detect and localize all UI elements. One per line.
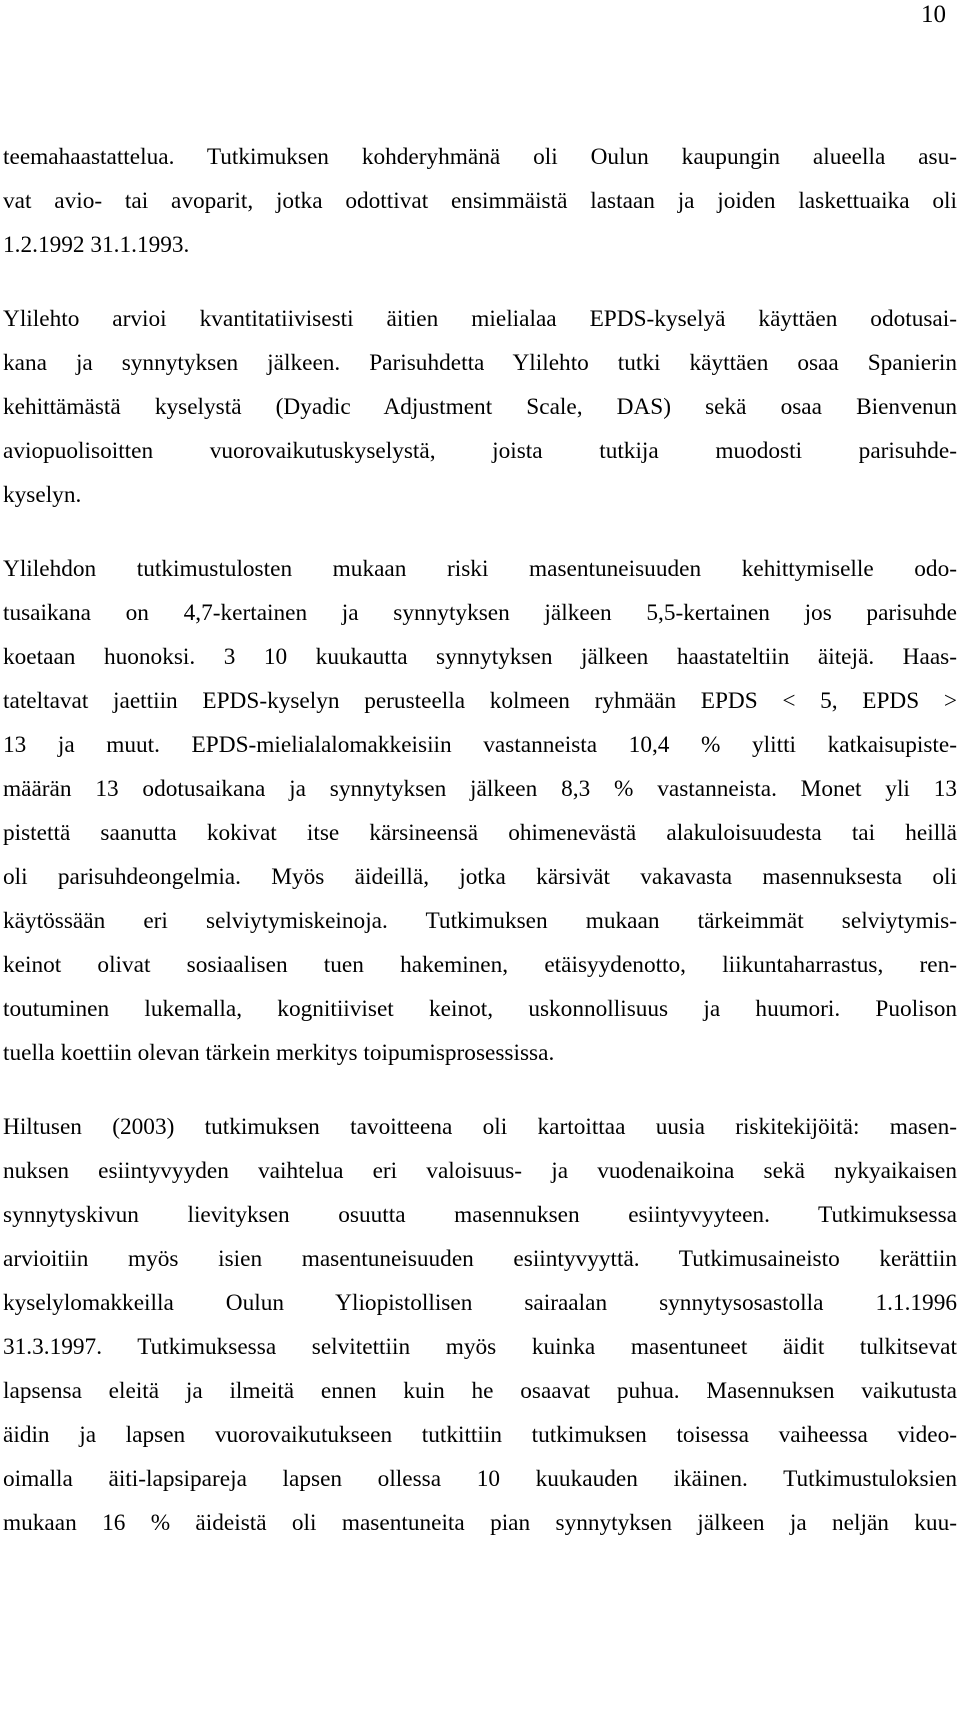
- text-line: 31.3.1997. Tutkimuksessa selvitettiin myös kuinka masentuneet äidit tulkitsevat: [3, 1334, 957, 1360]
- text-line: toutuminen lukemalla, kognitiiviset keinot, uskonnollisuus ja huumori. Puolison: [3, 996, 957, 1022]
- text-line: kehittämästä kyselystä (Dyadic Adjustment Scale, DAS) sekä osaa Bienvenun: [3, 394, 957, 420]
- text-line: pistettä saanutta kokivat itse kärsineensä ohimenevästä alakuloisuudesta tai heillä: [3, 820, 957, 846]
- text-line: oli parisuhdeongelmia. Myös äideillä, jotka kärsivät vakavasta masennuksesta oli: [3, 864, 957, 890]
- text-line: määrän 13 odotusaikana ja synnytyksen jälkeen 8,3 % vastanneista. Monet yli 13: [3, 776, 957, 802]
- page-number: 10: [921, 1, 946, 28]
- text-line: käytössään eri selviytymiskeinoja. Tutkimuksen mukaan tärkeimmät selviytymis-: [3, 908, 957, 934]
- text-line: mukaan 16 % äideistä oli masentuneita pian synnytyksen jälkeen ja neljän kuu-: [3, 1510, 957, 1536]
- text-line: koetaan huonoksi. 3 10 kuukautta synnytyksen jälkeen haastateltiin äitejä. Haas-: [3, 644, 957, 670]
- text-line: kana ja synnytyksen jälkeen. Parisuhdetta Ylilehto tutki käyttäen osaa Spanierin: [3, 350, 957, 376]
- text-line: aviopuolisoitten vuorovaikutuskyselystä, joista tutkija muodosti parisuhde-: [3, 438, 957, 464]
- text-line: tusaikana on 4,7-kertainen ja synnytyksen jälkeen 5,5-kertainen jos parisuhde: [3, 600, 957, 626]
- text-line: tateltavat jaettiin EPDS-kyselyn perusteella kolmeen ryhmään EPDS < 5, EPDS >: [3, 688, 957, 714]
- text-line: arvioitiin myös isien masentuneisuuden esiintyvyyttä. Tutkimusaineisto kerättiin: [3, 1246, 957, 1272]
- text-line: Ylilehdon tutkimustulosten mukaan riski masentuneisuuden kehittymiselle odo-: [3, 556, 957, 582]
- text-line: vat avio- tai avoparit, jotka odottivat ensimmäistä lastaan ja joiden laskettuaika oli: [3, 188, 957, 214]
- text-line: lapsensa eleitä ja ilmeitä ennen kuin he osaavat puhua. Masennuksen vaikutusta: [3, 1378, 957, 1404]
- text-line: teemahaastattelua. Tutkimuksen kohderyhmänä oli Oulun kaupungin alueella asu-: [3, 144, 957, 170]
- text-line: synnytyskivun lievityksen osuutta masennuksen esiintyvyyteen. Tutkimuksessa: [3, 1202, 957, 1228]
- text-line: keinot olivat sosiaalisen tuen hakeminen, etäisyydenotto, liikuntaharrastus, ren-: [3, 952, 957, 978]
- text-line: kyselyn.: [3, 482, 82, 508]
- text-line: 1.2.1992 31.1.1993.: [3, 232, 190, 258]
- text-line: äidin ja lapsen vuorovaikutukseen tutkittiin tutkimuksen toisessa vaiheessa video-: [3, 1422, 957, 1448]
- text-line: 13 ja muut. EPDS-mielialalomakkeisiin vastanneista 10,4 % ylitti katkaisupiste-: [3, 732, 957, 758]
- text-line: Hiltusen (2003) tutkimuksen tavoitteena oli kartoittaa uusia riskitekijöitä: masen-: [3, 1114, 957, 1140]
- text-line: kyselylomakkeilla Oulun Yliopistollisen sairaalan synnytysosastolla 1.1.1996: [3, 1290, 957, 1316]
- text-line: nuksen esiintyvyyden vaihtelua eri valoisuus- ja vuodenaikoina sekä nykyaikaisen: [3, 1158, 957, 1184]
- text-line: oimalla äiti-lapsipareja lapsen ollessa 10 kuukauden ikäinen. Tutkimustuloksien: [3, 1466, 957, 1492]
- text-line: Ylilehto arvioi kvantitatiivisesti äitien mielialaa EPDS-kyselyä käyttäen odotusai-: [3, 306, 957, 332]
- text-line: tuella koettiin olevan tärkein merkitys toipumisprosessissa.: [3, 1040, 555, 1066]
